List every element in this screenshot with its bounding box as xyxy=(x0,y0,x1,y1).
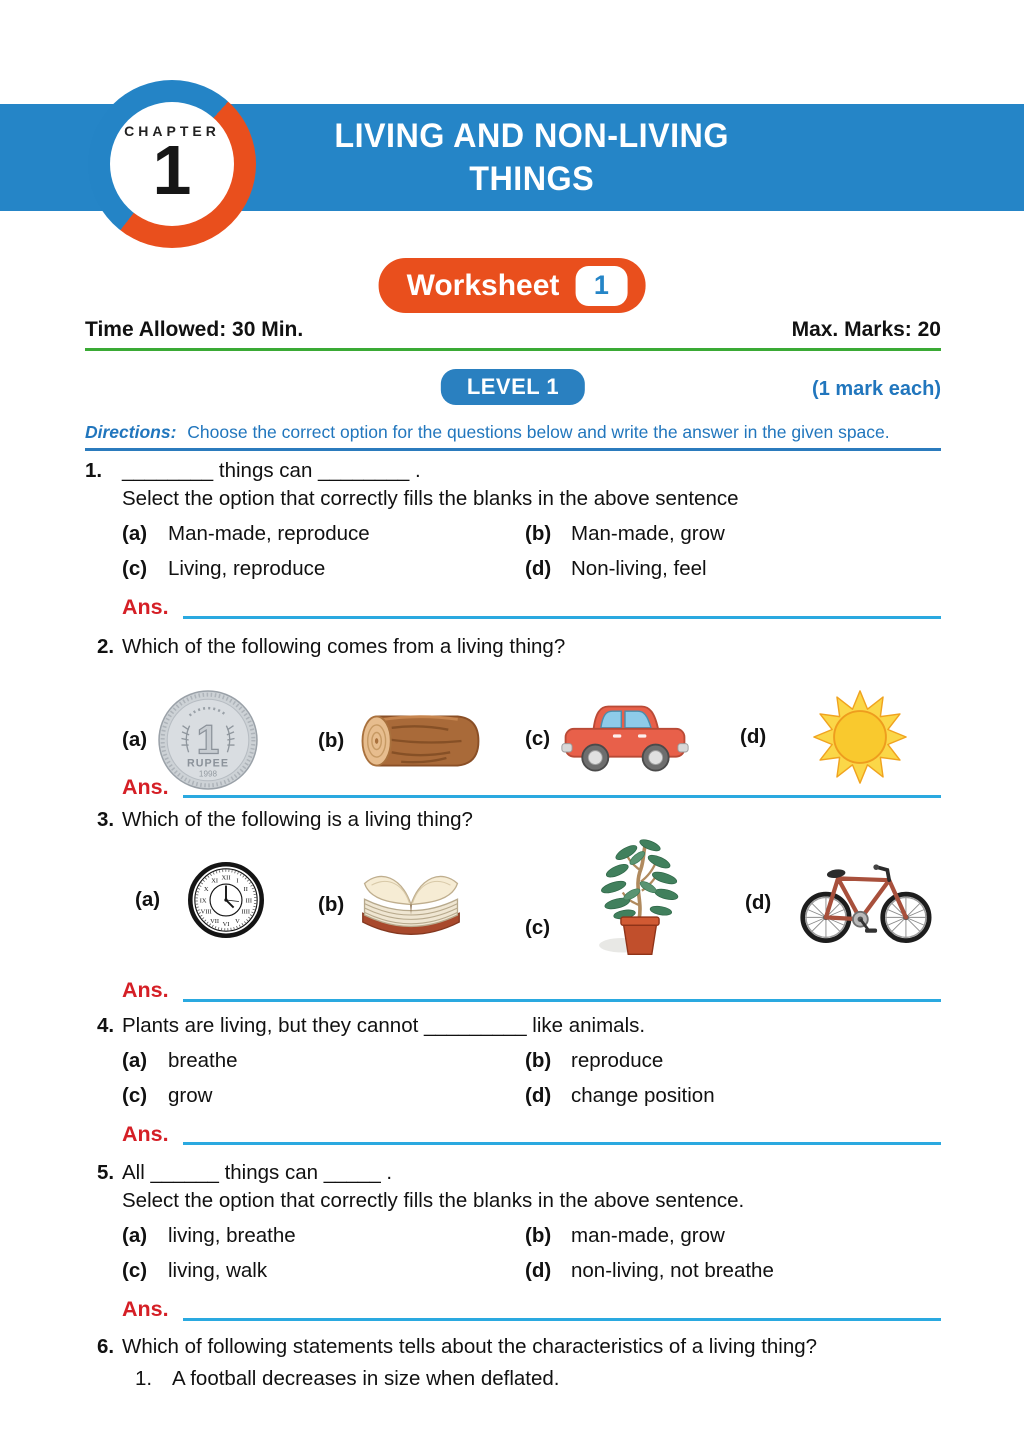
question-text: Plants are living, but they cannot _________ like animals. xyxy=(122,1013,646,1037)
blue-divider xyxy=(85,448,941,451)
question-text: ________ things can ________ . xyxy=(122,459,421,482)
question-text: Which of the following comes from a living thing? xyxy=(122,634,566,658)
answer-row xyxy=(122,1299,941,1321)
options-grid xyxy=(122,511,941,581)
question-subtext: Select the option that correctly fills the blanks in the above sentence. xyxy=(122,1189,745,1212)
question-6 xyxy=(85,1335,941,1391)
image-options-row xyxy=(85,661,941,779)
answer-label: Ans. xyxy=(122,1121,169,1146)
image-option-b xyxy=(318,864,468,945)
option-label: (c) xyxy=(122,557,148,580)
svg-text:III: III xyxy=(245,897,253,905)
chapter-title xyxy=(335,115,730,200)
chapter-title-line2: THINGS xyxy=(469,159,595,198)
option-c xyxy=(122,1259,525,1283)
options-grid xyxy=(122,1038,941,1108)
worksheet-badge xyxy=(379,258,646,313)
directions-label: Directions: xyxy=(85,422,177,442)
answer-label: Ans. xyxy=(122,978,169,1002)
option-label: (d) xyxy=(525,557,552,580)
directions-text: Choose the correct option for the questions below and write the answer in the given space. xyxy=(187,422,890,442)
open-book-image xyxy=(354,864,468,945)
option-d xyxy=(525,557,941,581)
chapter-number-badge xyxy=(88,80,256,248)
sun-image xyxy=(812,689,908,785)
image-option-a xyxy=(135,862,264,938)
option-label: (b) xyxy=(525,522,552,545)
option-text: change position xyxy=(571,1083,715,1107)
potted-plant-image xyxy=(590,834,690,962)
image-option-d xyxy=(745,856,935,949)
option-label: (a) xyxy=(135,888,161,911)
svg-text:RUPEE: RUPEE xyxy=(187,757,230,770)
question-2 xyxy=(85,635,941,799)
worksheet-body xyxy=(85,318,941,1391)
answer-row xyxy=(122,597,941,619)
svg-text:VI: VI xyxy=(222,920,230,928)
image-option-d xyxy=(740,689,908,785)
options-grid xyxy=(122,1213,941,1283)
answer-row xyxy=(122,980,941,1002)
question-1 xyxy=(85,459,941,619)
option-label: (d) xyxy=(740,724,767,748)
chapter-label: CHAPTER xyxy=(124,123,220,139)
question-number: 1. xyxy=(85,459,103,482)
question-3 xyxy=(85,808,941,1002)
image-option-b xyxy=(318,707,486,775)
chapter-title-line1: LIVING AND NON-LIVING xyxy=(334,117,730,155)
option-b xyxy=(525,522,941,546)
option-label: (b) xyxy=(318,728,345,752)
svg-text:V: V xyxy=(235,917,240,925)
time-allowed: Time Allowed: 30 Min. xyxy=(85,318,304,341)
option-text: living, breathe xyxy=(168,1224,296,1247)
bicycle-image xyxy=(795,856,935,949)
question-text: Which of following statements tells about the characteristics of a living thing? xyxy=(122,1334,818,1358)
image-options-row xyxy=(85,834,941,964)
option-text: Living, reproduce xyxy=(168,557,326,580)
option-text: grow xyxy=(168,1083,213,1107)
question-text: All ______ things can _____ . xyxy=(122,1161,393,1184)
max-marks: Max. Marks: 20 xyxy=(791,318,941,341)
svg-text:IIII: IIII xyxy=(241,908,251,916)
image-option-a xyxy=(122,689,259,791)
svg-text:1: 1 xyxy=(196,715,220,762)
option-label: (c) xyxy=(525,726,551,750)
answer-blank-line[interactable] xyxy=(183,1300,941,1321)
question-number: 6. xyxy=(97,1334,115,1358)
answer-blank-line[interactable] xyxy=(183,598,941,619)
statement-text: A football decreases in size when deflated. xyxy=(172,1366,560,1390)
answer-label: Ans. xyxy=(122,595,169,619)
svg-text:IX: IX xyxy=(199,897,207,905)
svg-text:XII: XII xyxy=(221,874,231,882)
option-a xyxy=(122,522,525,546)
option-label: (c) xyxy=(525,916,551,939)
red-car-image xyxy=(560,699,690,779)
worksheet-number: 1 xyxy=(575,266,627,306)
option-text: Man-made, reproduce xyxy=(168,522,370,545)
wall-clock-image xyxy=(188,862,264,938)
answer-label: Ans. xyxy=(122,774,169,799)
statement-label: 1. xyxy=(135,1366,153,1390)
option-label: (d) xyxy=(525,1259,552,1282)
option-b xyxy=(525,1049,941,1073)
image-option-c xyxy=(525,834,690,962)
svg-text:II: II xyxy=(243,885,248,893)
answer-label: Ans. xyxy=(122,1297,169,1321)
option-label: (b) xyxy=(525,1048,552,1072)
option-label: (d) xyxy=(525,1083,552,1107)
option-text: Man-made, grow xyxy=(571,522,725,545)
svg-text:XI: XI xyxy=(211,877,219,885)
svg-text:X: X xyxy=(203,885,209,893)
statement-1 xyxy=(135,1367,941,1391)
question-text: Which of the following is a living thing? xyxy=(122,808,473,831)
question-4 xyxy=(85,1014,941,1146)
worksheet-label: Worksheet xyxy=(406,268,560,302)
wooden-log-image xyxy=(354,707,486,775)
option-label: (b) xyxy=(318,892,345,916)
green-divider xyxy=(85,348,941,351)
svg-text:1998: 1998 xyxy=(198,769,218,779)
svg-text:VIII: VIII xyxy=(200,908,212,916)
option-label: (d) xyxy=(745,890,772,914)
option-text: man-made, grow xyxy=(571,1224,725,1247)
option-text: reproduce xyxy=(571,1048,664,1072)
marks-note: (1 mark each) xyxy=(812,378,941,400)
question-number: 4. xyxy=(97,1013,115,1037)
option-a xyxy=(122,1224,525,1248)
option-text: non-living, not breathe xyxy=(571,1259,774,1282)
option-text: living, walk xyxy=(168,1259,268,1282)
option-b xyxy=(525,1224,941,1248)
image-option-c xyxy=(525,699,690,779)
option-a xyxy=(122,1049,525,1073)
option-label: (c) xyxy=(122,1083,148,1107)
directions xyxy=(85,422,941,443)
chapter-badge-inner xyxy=(110,102,234,226)
one-rupee-coin-image xyxy=(157,689,259,791)
chapter-number: 1 xyxy=(152,131,192,209)
option-d xyxy=(525,1259,941,1283)
option-label: (a) xyxy=(122,1224,148,1247)
level-row xyxy=(85,369,941,409)
option-c xyxy=(122,1084,525,1108)
option-d xyxy=(525,1084,941,1108)
question-number: 5. xyxy=(97,1161,115,1184)
answer-blank-line[interactable] xyxy=(183,981,941,1002)
option-label: (c) xyxy=(122,1259,148,1282)
chapter-header xyxy=(0,104,1024,211)
level-badge: LEVEL 1 xyxy=(441,369,585,405)
option-label: (a) xyxy=(122,727,148,751)
question-subtext: Select the option that correctly fills the blanks in the above sentence xyxy=(122,487,739,510)
option-text: Non-living, feel xyxy=(571,557,707,580)
option-c xyxy=(122,557,525,581)
answer-row xyxy=(122,1121,941,1146)
question-number: 2. xyxy=(97,634,115,658)
option-label: (a) xyxy=(122,522,148,545)
option-text: breathe xyxy=(168,1048,238,1072)
option-label: (b) xyxy=(525,1224,552,1247)
question-number: 3. xyxy=(97,808,115,831)
option-label: (a) xyxy=(122,1048,148,1072)
meta-row xyxy=(85,318,941,342)
question-5 xyxy=(85,1161,941,1321)
svg-text:VII: VII xyxy=(210,917,220,925)
answer-blank-line[interactable] xyxy=(183,1124,941,1145)
svg-text:I: I xyxy=(236,877,239,885)
